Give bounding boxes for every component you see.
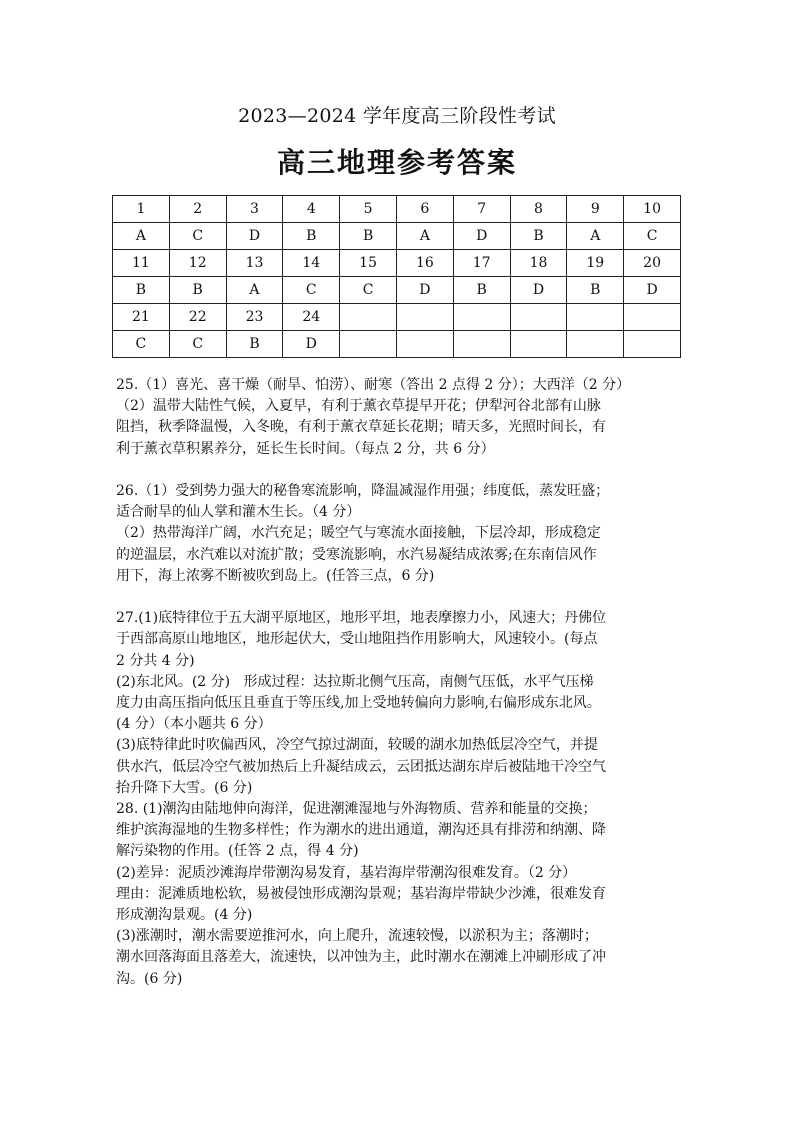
question-number-cell <box>624 304 681 331</box>
answer-line: 适合耐旱的仙人掌和灌木生长。（4 分） <box>116 504 361 521</box>
answer-line: 28. (1)潮沟由陆地伸向海洋，促进潮滩湿地与外海物质、营养和能量的交换； <box>116 801 597 818</box>
answer-line: 理由：泥滩质地松软，易被侵蚀形成潮沟景观；基岩海岸带缺少沙滩，很难发育 <box>116 885 606 902</box>
answer-body <box>116 375 682 990</box>
question-number-cell <box>453 304 510 331</box>
answer-line: 25.（1）喜光、喜干燥（耐旱、怕涝）、耐寒（答出 2 点得 2 分）；大西洋（2 分） <box>116 377 631 393</box>
question-number-cell: 16 <box>396 250 453 277</box>
answer-key-cell: A <box>396 223 453 250</box>
question-number-row <box>113 250 681 277</box>
answer-key-cell: D <box>510 277 567 304</box>
question-number-cell: 21 <box>113 304 170 331</box>
question-number-cell: 5 <box>340 196 397 223</box>
answer-key-cell: B <box>453 277 510 304</box>
answer-key-cell: C <box>169 331 226 358</box>
answer-line: （2）温带大陆性气候，入夏早，有利于薰衣草提早开花；伊犁河谷北部有山脉 <box>116 398 601 415</box>
answer-section <box>116 481 682 587</box>
question-number-cell: 20 <box>624 250 681 277</box>
answer-key-row <box>113 331 681 358</box>
answer-line: 阻挡，秋季降温慢，入冬晚，有利于薰衣草延长花期；晴天多，光照时间长，有 <box>116 419 606 436</box>
question-number-cell: 10 <box>624 196 681 223</box>
question-number-row <box>113 304 681 331</box>
answer-key-cell: A <box>113 223 170 250</box>
answer-key-cell: B <box>567 277 624 304</box>
answer-line: (3)涨潮时，潮水需要逆推河水，向上爬升，流速较慢，以淤积为主；落潮时； <box>116 928 598 945</box>
question-number-cell <box>396 304 453 331</box>
answer-key-cell: B <box>510 223 567 250</box>
question-number-cell <box>567 304 624 331</box>
question-number-cell: 8 <box>510 196 567 223</box>
answer-key-row <box>113 277 681 304</box>
answer-key-cell <box>340 331 397 358</box>
answer-line: (2)差异：泥质沙滩海岸带潮沟易发育，基岩海岸带潮沟很难发育。（2 分） <box>116 864 577 881</box>
answer-key-cell: D <box>453 223 510 250</box>
answer-key-cell: C <box>113 331 170 358</box>
answer-key-cell: D <box>226 223 283 250</box>
answer-key-cell: B <box>226 331 283 358</box>
answer-key-cell: B <box>283 223 340 250</box>
answer-line: （2）热带海洋广阔，水汽充足；暖空气与寒流水面接触，下层冷却，形成稳定 <box>116 525 601 542</box>
answer-key-cell <box>567 331 624 358</box>
question-number-cell: 7 <box>453 196 510 223</box>
question-number-cell: 15 <box>340 250 397 277</box>
answer-key-cell: B <box>113 277 170 304</box>
answer-line: 形成潮沟景观。(4 分) <box>116 907 253 924</box>
answer-key-cell: C <box>169 223 226 250</box>
answer-line: 解污染物的作用。(任答 2 点，得 4 分) <box>116 843 359 860</box>
question-number-cell: 19 <box>567 250 624 277</box>
answer-key-cell: A <box>226 277 283 304</box>
question-number-cell: 6 <box>396 196 453 223</box>
question-number-cell: 1 <box>113 196 170 223</box>
answer-line: (3)底特律此时吹偏西风，冷空气掠过湖面，较暖的湖水加热低层冷空气，并提 <box>116 737 598 754</box>
answer-line: 的逆温层，水汽难以对流扩散；受寒流影响，水汽易凝结成浓雾;在东南信风作 <box>116 546 597 563</box>
answer-key-cell: D <box>396 277 453 304</box>
question-number-cell: 12 <box>169 250 226 277</box>
question-number-cell: 17 <box>453 250 510 277</box>
answer-key-cell <box>396 331 453 358</box>
answer-table <box>112 195 681 358</box>
question-number-cell: 11 <box>113 250 170 277</box>
question-number-cell: 3 <box>226 196 283 223</box>
answer-key-cell: A <box>567 223 624 250</box>
answer-key-cell: B <box>340 223 397 250</box>
question-number-cell: 4 <box>283 196 340 223</box>
page-title: 高三地理参考答案 <box>276 146 517 179</box>
answer-line: (2)东北风。(2 分) 形成过程：达拉斯北侧气压高，南侧气压低，水平气压梯 <box>116 673 594 690</box>
question-number-cell <box>510 304 567 331</box>
answer-line: 抬升降下大雪。(6 分) <box>116 779 253 796</box>
question-number-cell: 13 <box>226 250 283 277</box>
answer-line: 沟。(6 分) <box>116 970 183 987</box>
question-number-row <box>113 196 681 223</box>
answer-key-cell: C <box>340 277 397 304</box>
section-gap <box>116 460 682 481</box>
answer-key-cell <box>510 331 567 358</box>
answer-section <box>116 375 682 460</box>
answer-line: 用下，海上浓雾不断被吹到岛上。(任答三点，6 分) <box>116 567 435 584</box>
answer-key-cell: D <box>624 277 681 304</box>
answer-line: 于西部高原山地地区，地形起伏大，受山地阻挡作用影响大，风速较小。(每点 <box>116 631 598 648</box>
answer-line: 供水汽，低层冷空气被加热后上升凝结成云，云团抵达湖东岸后被陆地干冷空气 <box>116 758 606 775</box>
answer-key-row <box>113 223 681 250</box>
answer-key-cell: C <box>283 277 340 304</box>
answer-key-cell <box>453 331 510 358</box>
answer-line: 27.(1)底特律位于五大湖平原地区，地形平坦，地表摩擦力小，风速大；丹佛位 <box>116 610 607 627</box>
answer-line: 利于薰衣草积累养分，延长生长时间。（每点 2 分，共 6 分） <box>116 440 495 457</box>
answer-key-cell: C <box>624 223 681 250</box>
answer-key-cell: D <box>283 331 340 358</box>
exam-subtitle: 2023—2024 学年度高三阶段性考试 <box>238 105 556 127</box>
answer-key-cell: B <box>169 277 226 304</box>
question-number-cell: 18 <box>510 250 567 277</box>
answer-line: 度力由高压指向低压且垂直于等压线,加上受地转偏向力影响,右偏形成东北风。 <box>116 695 601 712</box>
question-number-cell: 14 <box>283 250 340 277</box>
answer-line: 维护滨海湿地的生物多样性；作为潮水的进出通道，潮沟还具有排涝和纳潮、降 <box>116 822 606 839</box>
answer-line: 潮水回落海面且落差大，流速快，以冲蚀为主，此时潮水在潮滩上冲刷形成了冲 <box>116 949 606 966</box>
answer-line: 2 分共 4 分) <box>116 652 195 669</box>
question-number-cell: 22 <box>169 304 226 331</box>
answer-line: (4 分）（本小题共 6 分） <box>116 716 272 733</box>
answer-key-cell <box>624 331 681 358</box>
question-number-cell <box>340 304 397 331</box>
question-number-cell: 9 <box>567 196 624 223</box>
section-gap <box>116 587 682 608</box>
answer-line: 26.（1）受到势力强大的秘鲁寒流影响，降温减湿作用强；纬度低，蒸发旺盛； <box>116 483 610 499</box>
question-number-cell: 2 <box>169 196 226 223</box>
question-number-cell: 24 <box>283 304 340 331</box>
answer-section <box>116 608 682 990</box>
question-number-cell: 23 <box>226 304 283 331</box>
